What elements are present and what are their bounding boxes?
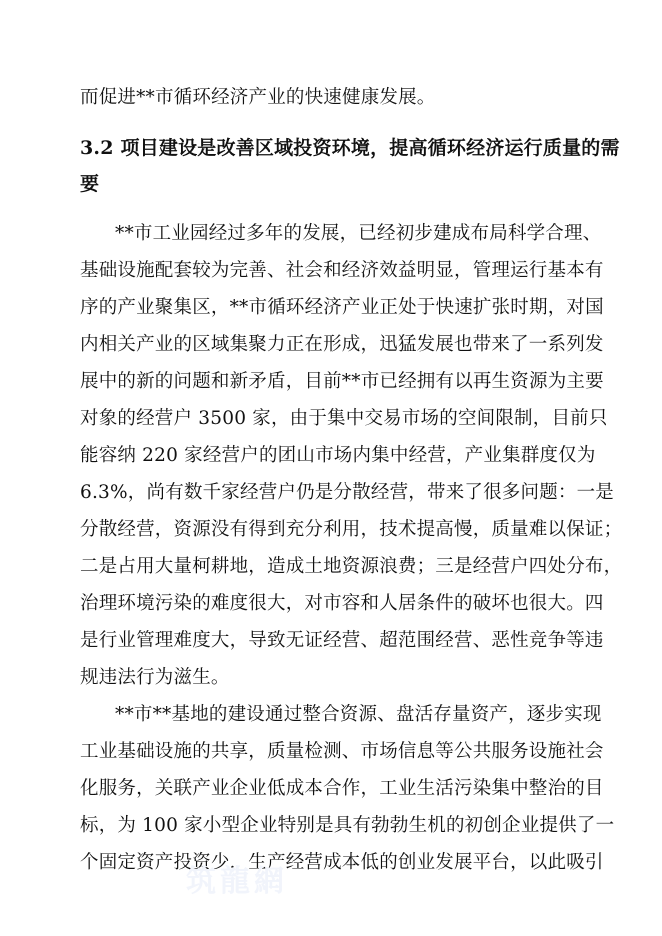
paragraph-line: 基础设施配套较为完善、社会和经济效益明显，管理运行基本有 (80, 260, 604, 281)
paragraph-line: 内相关产业的区域集聚力正在形成，迅猛发展也带来了一系列发 (80, 334, 604, 355)
paragraph-line: 化服务，关联产业企业低成本合作，工业生活污染集中整治的目 (80, 778, 604, 799)
watermark-logo: 筑龍網 (186, 864, 288, 899)
paragraph-line: **市工业园经过多年的发展，已经初步建成布局科学合理、 (115, 223, 602, 244)
paragraph-line: 标，为 100 家小型企业特别是具有勃勃生机的初创企业提供了一 (80, 815, 615, 836)
paragraph-line: 能容纳 220 家经营户的团山市场内集中经营，产业集群度仅为 (80, 445, 596, 466)
section-heading-line-2: 要 (80, 173, 100, 195)
paragraph-line: 个固定资产投资少，生产经营成本低的创业发展平台，以此吸引 (80, 852, 604, 873)
paragraph-line: 序的产业聚集区，**市循环经济产业正处于快速扩张时期，对国 (80, 297, 604, 318)
intro-line: 而促进**市循环经济产业的快速健康发展。 (80, 87, 436, 108)
paragraph-line: 6.3%，尚有数千家经营户仍是分散经营，带来了很多问题：一是 (80, 482, 615, 503)
paragraph-line: 治理环境污染的难度很大，对市容和人居条件的破坏也很大。四 (80, 593, 604, 614)
section-heading-line-1: 3.2 项目建设是改善区域投资环境，提高循环经济运行质量的需 (80, 137, 620, 159)
paragraph-line: 展中的新的问题和新矛盾，目前**市已经拥有以再生资源为主要 (80, 371, 604, 392)
paragraph-line: 对象的经营户 3500 家，由于集中交易市场的空间限制，目前只 (80, 408, 608, 429)
paragraph-line: **市**基地的建设通过整合资源、盘活存量资产，逐步实现 (115, 704, 602, 725)
paragraph-line: 分散经营，资源没有得到充分利用，技术提高慢，质量难以保证； (80, 519, 623, 540)
paragraph-line: 二是占用大量柯耕地，造成土地资源浪费；三是经营户四处分布， (80, 556, 623, 577)
paragraph-line: 是行业管理难度大，导致无证经营、超范围经营、恶性竞争等违 (80, 630, 604, 651)
paragraph-line: 工业基础设施的共享，质量检测、市场信息等公共服务设施社会 (80, 741, 604, 762)
paragraph-line: 规违法行为滋生。 (80, 667, 230, 688)
